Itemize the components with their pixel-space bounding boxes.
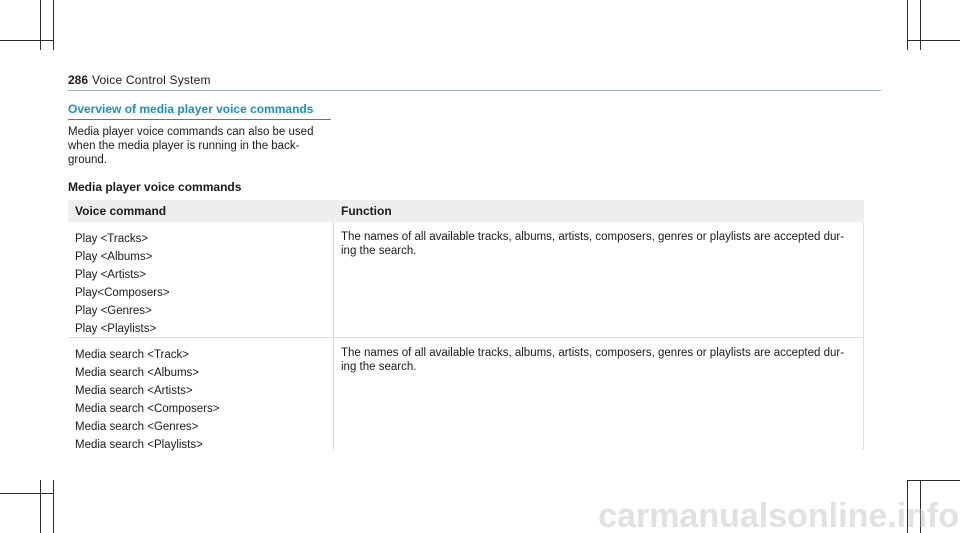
crop-mark [53, 480, 54, 533]
crop-mark [907, 480, 960, 481]
page-number: 286 [68, 73, 89, 87]
column-header-function: Function [341, 204, 392, 218]
voice-command-cell [68, 338, 334, 450]
voice-command: Play <Playlists> [75, 323, 157, 335]
intro-paragraph: Media player voice commands can also be used when the media player is running in the back-ground. [68, 126, 314, 166]
voice-command: Play <Artists> [75, 269, 146, 281]
voice-command: Media search <Albums> [75, 367, 200, 379]
function-cell: The names of all available tracks, albums, artists, composers, genres or playlists are accepted dur-ing the search. [334, 338, 864, 450]
voice-command: Play<Composers> [75, 287, 170, 299]
voice-command: Media search <Artists> [75, 385, 193, 397]
voice-command: Media search <Genres> [75, 421, 199, 433]
page-header [68, 73, 881, 91]
column-header-voice-command: Voice command [75, 204, 167, 218]
voice-command: Play <Genres> [75, 305, 152, 317]
crop-mark [920, 0, 921, 50]
crop-mark [40, 0, 41, 50]
voice-command-cell [68, 222, 334, 337]
crop-mark [0, 493, 53, 494]
crop-mark [53, 0, 54, 50]
crop-mark [0, 40, 53, 41]
voice-command: Media search <Composers> [75, 403, 220, 415]
voice-command: Play <Albums> [75, 251, 153, 263]
crop-mark [907, 0, 908, 50]
crop-mark [907, 40, 960, 41]
crop-mark [40, 480, 41, 533]
section-title: Overview of media player voice commands [68, 102, 331, 120]
commands-table [68, 200, 864, 450]
voice-command: Media search <Track> [75, 349, 189, 361]
function-cell: The names of all available tracks, albums, artists, composers, genres or playlists are accepted dur-ing the search. [334, 222, 864, 337]
table-row [68, 222, 864, 338]
table-header [68, 200, 864, 222]
table-title: Media player voice commands [68, 180, 242, 194]
section-name: Voice Control System [92, 73, 211, 87]
watermark-logo [540, 493, 960, 533]
table-row [68, 338, 864, 450]
voice-command: Media search <Playlists> [75, 439, 203, 451]
voice-command: Play <Tracks> [75, 233, 149, 245]
svg-text:carmanualsonline.info: carmanualsonline.info [598, 497, 959, 533]
